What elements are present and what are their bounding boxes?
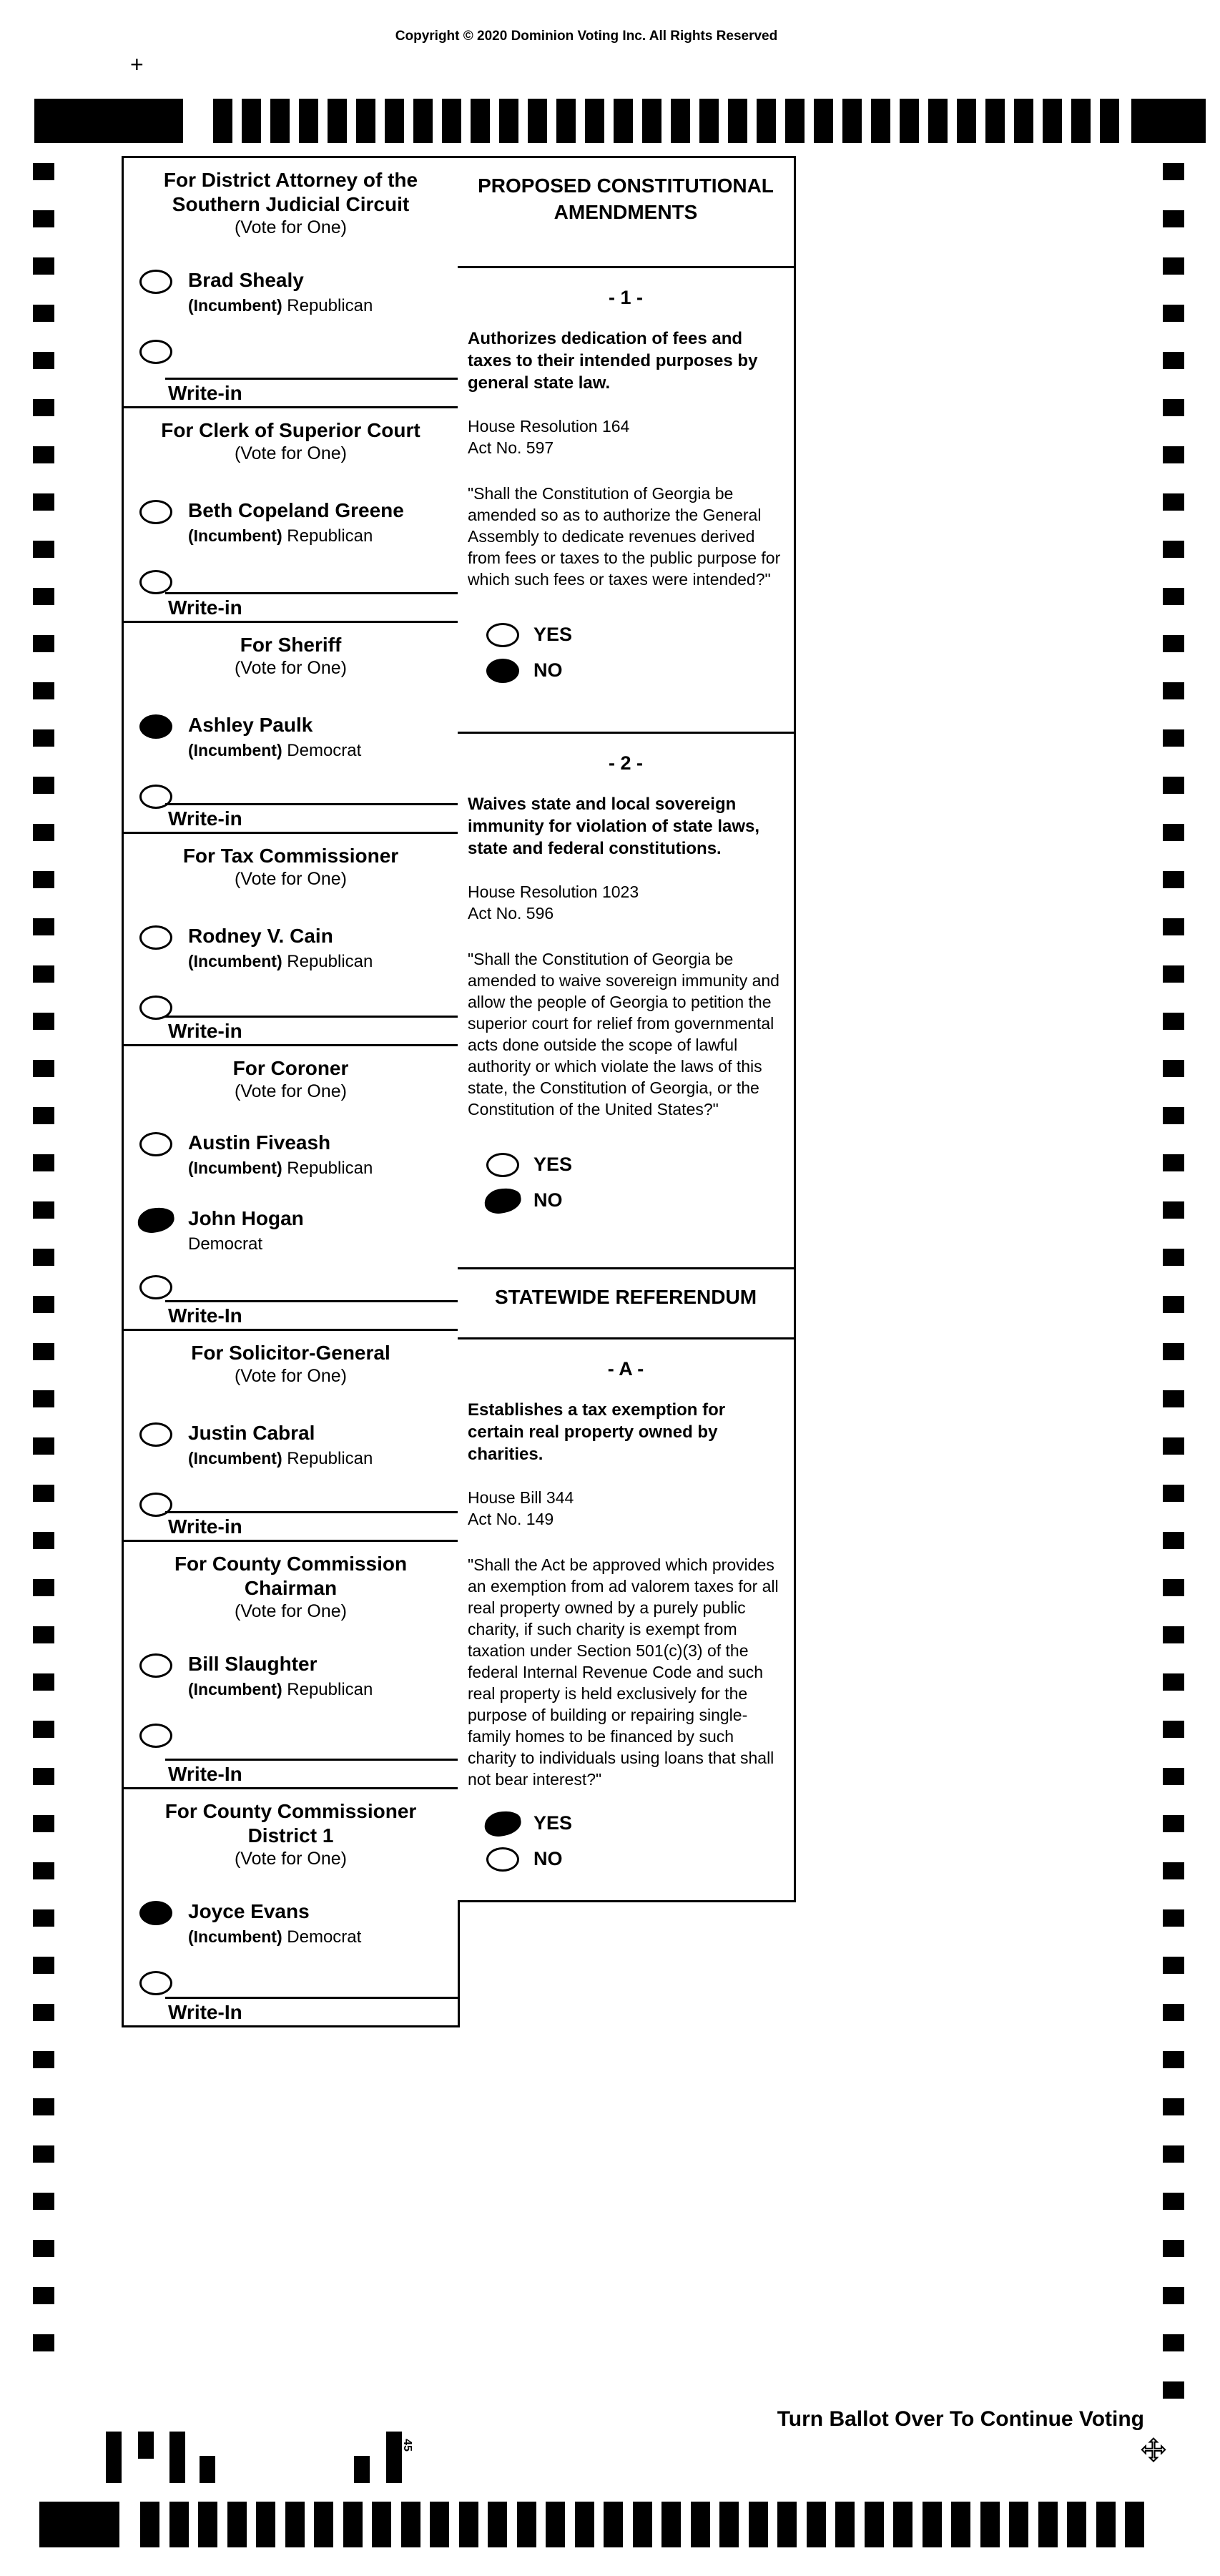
timing-mark bbox=[1163, 1768, 1184, 1785]
timing-mark bbox=[471, 99, 490, 143]
write-in-label: Write-In bbox=[168, 1763, 242, 1785]
timing-mark bbox=[1163, 871, 1184, 888]
timing-mark bbox=[1163, 163, 1184, 180]
timing-mark bbox=[33, 682, 54, 699]
timing-mark bbox=[33, 1485, 54, 1502]
timing-mark bbox=[140, 2502, 159, 2547]
move-arrows-icon bbox=[1140, 2437, 1167, 2468]
contest-district-attorney bbox=[124, 158, 458, 408]
timing-mark bbox=[1163, 352, 1184, 369]
timing-mark bbox=[328, 99, 347, 143]
timing-mark bbox=[517, 2502, 536, 2547]
timing-mark bbox=[528, 99, 547, 143]
timing-mark bbox=[227, 2502, 247, 2547]
yes-label: YES bbox=[533, 1811, 573, 1834]
timing-mark bbox=[1163, 1862, 1184, 1879]
timing-mark bbox=[1163, 682, 1184, 699]
vote-for-instruction: (Vote for One) bbox=[234, 658, 348, 678]
timing-mark bbox=[749, 2502, 768, 2547]
registration-plus-mark: + bbox=[130, 51, 144, 77]
ballot-id-barcode-bar bbox=[386, 2432, 402, 2483]
timing-mark bbox=[757, 99, 776, 143]
timing-mark bbox=[691, 2502, 710, 2547]
measure-question: "Shall the Act be approved which provides an exemption from ad valorem taxes for all real property owned by a purely public charity, if such charity is exempt from taxation under Section 501(c)(3) of the federal Internal Revenue Code and such real property is held exclusively for the purpose of building or repairing single-family homes to be financed by such charity to individuals using loans that shall not bear interest?" bbox=[468, 1555, 779, 1789]
oval-beth-copeland-greene[interactable] bbox=[139, 500, 172, 524]
timing-mark bbox=[401, 2502, 420, 2547]
contest-tax-commissioner bbox=[124, 834, 458, 1046]
ballot-id-barcode-bar bbox=[106, 2432, 122, 2483]
timing-mark bbox=[1163, 729, 1184, 747]
candidate-name: Ashley Paulk bbox=[188, 714, 313, 736]
timing-mark bbox=[1163, 1013, 1184, 1030]
timing-mark bbox=[442, 99, 461, 143]
contest-title: For Coroner bbox=[232, 1057, 349, 1079]
oval-referendum-a-no[interactable] bbox=[486, 1847, 519, 1872]
timing-mark bbox=[1163, 1107, 1184, 1124]
timing-mark bbox=[835, 2502, 855, 2547]
oval-amendment-2-yes[interactable] bbox=[486, 1153, 519, 1177]
write-in-area bbox=[124, 1016, 458, 1043]
timing-mark bbox=[33, 2193, 54, 2210]
ballot-id-barcode-bar bbox=[200, 2456, 215, 2483]
oval-joyce-evans[interactable] bbox=[139, 1901, 172, 1925]
timing-mark bbox=[33, 1532, 54, 1549]
timing-mark bbox=[719, 2502, 739, 2547]
candidate-party: (Incumbent) Democrat bbox=[188, 1927, 362, 1947]
timing-block-top-left bbox=[34, 99, 183, 143]
timing-mark bbox=[198, 2502, 217, 2547]
timing-mark bbox=[814, 99, 833, 143]
contest-solicitor-general bbox=[124, 1331, 458, 1542]
amendment-1 bbox=[458, 268, 794, 734]
timing-mark bbox=[928, 99, 948, 143]
timing-mark bbox=[33, 1909, 54, 1927]
yes-label: YES bbox=[533, 1153, 573, 1175]
measure-question: "Shall the Constitution of Georgia be amended so as to authorize the General Assembly to dedicate revenues derived from fees or taxes to the public purpose for which such fees or taxes were intended?" bbox=[468, 484, 781, 589]
candidate-name: Justin Cabral bbox=[188, 1422, 315, 1444]
referendum-header: STATEWIDE REFERENDUM bbox=[458, 1269, 794, 1339]
oval-write-in-district-1[interactable] bbox=[139, 1971, 172, 1995]
timing-mark bbox=[1163, 1815, 1184, 1832]
oval-john-hogan[interactable] bbox=[136, 1205, 177, 1235]
timing-mark bbox=[33, 2287, 54, 2304]
timing-mark bbox=[1163, 1909, 1184, 1927]
timing-mark bbox=[1163, 210, 1184, 227]
timing-mark bbox=[33, 2004, 54, 2021]
timing-mark bbox=[242, 99, 261, 143]
vote-for-instruction: (Vote for One) bbox=[234, 1081, 348, 1101]
timing-mark bbox=[169, 2502, 189, 2547]
timing-mark bbox=[1071, 99, 1091, 143]
timing-mark bbox=[1163, 1437, 1184, 1455]
timing-mark bbox=[33, 1862, 54, 1879]
measure-choices bbox=[468, 1151, 784, 1213]
candidate-name: Beth Copeland Greene bbox=[188, 499, 404, 521]
timing-mark bbox=[900, 99, 919, 143]
timing-mark bbox=[270, 99, 290, 143]
timing-mark bbox=[430, 2502, 449, 2547]
timing-mark bbox=[546, 2502, 565, 2547]
timing-mark bbox=[33, 2098, 54, 2115]
timing-mark bbox=[1163, 2145, 1184, 2163]
timing-mark bbox=[871, 99, 890, 143]
measure-summary: Establishes a tax exemption for certain real property owned by charities. bbox=[468, 1400, 726, 1464]
measure-number: - 1 - bbox=[608, 287, 643, 308]
timing-mark bbox=[1163, 1579, 1184, 1596]
timing-mark bbox=[777, 2502, 797, 2547]
timing-mark bbox=[1163, 2240, 1184, 2257]
vote-for-instruction: (Vote for One) bbox=[234, 443, 348, 463]
candidate-party: (Incumbent) Republican bbox=[188, 296, 373, 315]
timing-mark bbox=[585, 99, 604, 143]
oval-amendment-2-no[interactable] bbox=[483, 1186, 523, 1216]
timing-mark bbox=[951, 2502, 970, 2547]
timing-mark bbox=[642, 99, 661, 143]
timing-mark bbox=[1163, 1201, 1184, 1219]
candidate-name: Rodney V. Cain bbox=[188, 925, 333, 947]
timing-mark bbox=[33, 1249, 54, 1266]
timing-mark bbox=[33, 257, 54, 275]
timing-mark bbox=[33, 1721, 54, 1738]
contest-title: For Tax Commissioner bbox=[182, 845, 399, 867]
no-label: NO bbox=[533, 1847, 563, 1869]
timing-mark bbox=[1163, 1060, 1184, 1077]
measure-authority: House Resolution 164 Act No. 597 bbox=[468, 417, 630, 457]
timing-mark bbox=[33, 352, 54, 369]
oval-referendum-a-yes[interactable] bbox=[483, 1809, 523, 1839]
timing-mark bbox=[807, 2502, 826, 2547]
timing-mark bbox=[1163, 1626, 1184, 1643]
write-in-label: Write-in bbox=[168, 1020, 242, 1042]
timing-mark bbox=[1043, 99, 1062, 143]
timing-mark bbox=[33, 493, 54, 511]
vote-for-instruction: (Vote for One) bbox=[234, 869, 348, 889]
timing-block-bottom-left bbox=[39, 2502, 119, 2547]
timing-mark bbox=[1163, 2193, 1184, 2210]
timing-mark bbox=[985, 99, 1005, 143]
candidate-party: Democrat bbox=[188, 1234, 263, 1254]
timing-mark bbox=[1067, 2502, 1086, 2547]
oval-ashley-paulk[interactable] bbox=[139, 714, 172, 739]
timing-mark bbox=[893, 2502, 912, 2547]
timing-mark bbox=[299, 99, 318, 143]
timing-mark bbox=[33, 1957, 54, 1974]
oval-bill-slaughter[interactable] bbox=[139, 1653, 172, 1678]
timing-mark bbox=[33, 1060, 54, 1077]
contest-title: For County Commission Chairman bbox=[174, 1553, 408, 1599]
timing-mark bbox=[33, 965, 54, 983]
vote-for-instruction: (Vote for One) bbox=[234, 1366, 348, 1386]
timing-mark bbox=[33, 777, 54, 794]
no-label: NO bbox=[533, 1189, 563, 1211]
timing-mark bbox=[33, 2051, 54, 2068]
timing-mark bbox=[633, 2502, 652, 2547]
timing-mark bbox=[33, 871, 54, 888]
write-in-label: Write-in bbox=[168, 807, 242, 830]
write-in-area bbox=[124, 803, 458, 830]
write-in-area bbox=[124, 1997, 458, 2024]
timing-mark bbox=[459, 2502, 478, 2547]
yes-label: YES bbox=[533, 623, 573, 645]
timing-mark bbox=[1163, 965, 1184, 983]
timing-mark bbox=[488, 2502, 507, 2547]
vote-for-instruction: (Vote for One) bbox=[234, 217, 348, 237]
contest-clerk-superior-court bbox=[124, 408, 458, 623]
measure-number: - A - bbox=[607, 1358, 644, 1380]
timing-mark bbox=[385, 99, 404, 143]
contest-title: For Solicitor-General bbox=[191, 1342, 390, 1364]
vote-for-instruction: (Vote for One) bbox=[234, 1601, 348, 1621]
timing-mark bbox=[1163, 305, 1184, 322]
oval-amendment-1-yes[interactable] bbox=[486, 623, 519, 647]
sheet-code: 45 bbox=[400, 2439, 413, 2452]
timing-mark bbox=[1163, 588, 1184, 605]
oval-austin-fiveash[interactable] bbox=[139, 1132, 172, 1156]
timing-mark bbox=[1163, 1532, 1184, 1549]
timing-mark bbox=[314, 2502, 333, 2547]
timing-mark bbox=[1163, 2287, 1184, 2304]
measure-choices bbox=[468, 1810, 784, 1872]
write-in-label: Write-In bbox=[168, 2001, 242, 2023]
timing-block-top-right bbox=[1131, 99, 1206, 143]
timing-mark bbox=[33, 399, 54, 416]
timing-mark bbox=[1163, 918, 1184, 935]
copyright-text: Copyright © 2020 Dominion Voting Inc. All Rights Reserved bbox=[395, 29, 778, 44]
turn-ballot-over-notice: Turn Ballot Over To Continue Voting bbox=[777, 2407, 1144, 2431]
measure-authority: House Resolution 1023 Act No. 596 bbox=[468, 883, 639, 923]
write-in-area bbox=[124, 1511, 458, 1538]
timing-mark bbox=[1163, 777, 1184, 794]
timing-mark bbox=[1009, 2502, 1028, 2547]
write-in-label: Write-In bbox=[168, 1304, 242, 1327]
timing-mark bbox=[661, 2502, 681, 2547]
write-in-label: Write-in bbox=[168, 382, 242, 404]
timing-mark bbox=[1163, 1673, 1184, 1691]
measure-summary: Waives state and local sovereign immunity for violation of state laws, state and federal constitutions. bbox=[468, 795, 760, 858]
oval-amendment-1-no[interactable] bbox=[486, 659, 519, 683]
timing-mark bbox=[33, 163, 54, 180]
oval-write-in-district-attorney[interactable] bbox=[139, 340, 172, 364]
timing-mark bbox=[33, 1815, 54, 1832]
timing-mark bbox=[33, 1296, 54, 1313]
timing-mark bbox=[1163, 399, 1184, 416]
timing-mark bbox=[923, 2502, 942, 2547]
timing-mark bbox=[728, 99, 747, 143]
timing-mark bbox=[413, 99, 433, 143]
timing-mark bbox=[1163, 257, 1184, 275]
timing-mark bbox=[33, 1154, 54, 1171]
timing-mark bbox=[1163, 446, 1184, 463]
timing-mark bbox=[33, 1579, 54, 1596]
write-in-area bbox=[124, 1759, 458, 1786]
write-in-area bbox=[124, 378, 458, 405]
timing-mark bbox=[1125, 2502, 1144, 2547]
candidate-name: Joyce Evans bbox=[188, 1900, 310, 1922]
candidate-party: (Incumbent) Republican bbox=[188, 1680, 373, 1699]
amendments-header: PROPOSED CONSTITUTIONAL AMENDMENTS bbox=[458, 158, 794, 268]
timing-mark bbox=[865, 2502, 884, 2547]
measures-column bbox=[458, 156, 796, 1902]
timing-mark bbox=[33, 210, 54, 227]
write-in-label: Write-in bbox=[168, 1515, 242, 1538]
timing-mark bbox=[372, 2502, 391, 2547]
oval-write-in-coroner[interactable] bbox=[139, 1275, 172, 1299]
candidate-party: (Incumbent) Republican bbox=[188, 1449, 373, 1468]
timing-mark bbox=[1163, 1343, 1184, 1360]
amendment-2 bbox=[458, 734, 794, 1269]
timing-mark bbox=[33, 446, 54, 463]
timing-mark bbox=[1163, 2381, 1184, 2399]
contest-title: For Sheriff bbox=[240, 634, 342, 656]
timing-mark bbox=[33, 1201, 54, 1219]
timing-mark bbox=[1163, 1296, 1184, 1313]
measure-summary: Authorizes dedication of fees and taxes to their intended purposes by general state law. bbox=[468, 329, 758, 393]
timing-mark bbox=[33, 1626, 54, 1643]
timing-mark bbox=[1163, 541, 1184, 558]
timing-mark bbox=[604, 2502, 623, 2547]
no-label: NO bbox=[533, 659, 563, 681]
timing-mark bbox=[33, 588, 54, 605]
timing-mark bbox=[33, 305, 54, 322]
candidate-name: Bill Slaughter bbox=[188, 1653, 318, 1675]
ballot-id-barcode-bar bbox=[354, 2456, 370, 2483]
oval-write-in-chairman[interactable] bbox=[139, 1724, 172, 1748]
timing-mark bbox=[1163, 1957, 1184, 1974]
timing-mark bbox=[1163, 635, 1184, 652]
timing-mark bbox=[33, 1768, 54, 1785]
contest-title: For County Commissioner District 1 bbox=[164, 1800, 417, 1847]
timing-mark bbox=[1163, 2334, 1184, 2351]
ballot-id-barcode-bar bbox=[169, 2432, 185, 2483]
contest-coroner bbox=[124, 1046, 458, 1331]
ballot-id-barcode-bar bbox=[138, 2432, 154, 2459]
timing-mark bbox=[980, 2502, 1000, 2547]
timing-mark bbox=[33, 1343, 54, 1360]
contest-title: For District Attorney of the Southern Judicial Circuit bbox=[163, 169, 418, 215]
timing-mark bbox=[957, 99, 976, 143]
timing-mark bbox=[671, 99, 690, 143]
measure-number: - 2 - bbox=[608, 752, 643, 774]
timing-mark bbox=[1096, 2502, 1116, 2547]
contest-title: For Clerk of Superior Court bbox=[161, 419, 420, 441]
timing-mark bbox=[33, 729, 54, 747]
candidate-party: (Incumbent) Republican bbox=[188, 952, 373, 971]
candidate-party: (Incumbent) Democrat bbox=[188, 741, 362, 760]
candidate-party: (Incumbent) Republican bbox=[188, 1159, 373, 1178]
candidate-party: (Incumbent) Republican bbox=[188, 526, 373, 546]
timing-mark bbox=[33, 2334, 54, 2351]
timing-mark bbox=[343, 2502, 363, 2547]
timing-mark bbox=[256, 2502, 275, 2547]
timing-mark bbox=[1163, 1249, 1184, 1266]
timing-mark bbox=[1038, 2502, 1058, 2547]
timing-mark bbox=[1163, 824, 1184, 841]
referendum-a bbox=[458, 1339, 794, 1900]
timing-mark bbox=[1163, 493, 1184, 511]
oval-write-in-clerk[interactable] bbox=[139, 570, 172, 594]
timing-mark bbox=[33, 824, 54, 841]
timing-mark bbox=[699, 99, 719, 143]
measure-choices bbox=[468, 621, 784, 683]
timing-mark bbox=[33, 1673, 54, 1691]
candidate-name: John Hogan bbox=[188, 1207, 304, 1229]
timing-mark bbox=[575, 2502, 594, 2547]
timing-mark bbox=[33, 918, 54, 935]
timing-mark bbox=[33, 1437, 54, 1455]
timing-mark bbox=[1163, 2004, 1184, 2021]
contest-sheriff bbox=[124, 623, 458, 834]
vote-for-instruction: (Vote for One) bbox=[234, 1849, 348, 1869]
timing-mark bbox=[1014, 99, 1033, 143]
timing-mark bbox=[1163, 1485, 1184, 1502]
timing-mark bbox=[33, 1390, 54, 1407]
contest-county-commission-chairman bbox=[124, 1542, 458, 1789]
oval-brad-shealy[interactable] bbox=[139, 270, 172, 294]
timing-mark bbox=[499, 99, 518, 143]
timing-mark bbox=[556, 99, 576, 143]
timing-mark bbox=[33, 635, 54, 652]
timing-mark bbox=[356, 99, 375, 143]
timing-mark bbox=[1163, 2051, 1184, 2068]
timing-mark bbox=[213, 99, 232, 143]
write-in-area bbox=[124, 592, 458, 619]
timing-mark bbox=[1163, 1154, 1184, 1171]
candidate-name: Austin Fiveash bbox=[188, 1131, 331, 1154]
timing-mark bbox=[1163, 1390, 1184, 1407]
timing-mark bbox=[785, 99, 805, 143]
timing-mark bbox=[1100, 99, 1119, 143]
measure-question: "Shall the Constitution of Georgia be amended to waive sovereign immunity and allow the people of Georgia to petition the superior court for relief from governmental acts done outside the scope of lawful authority or which violate the laws of this state, the Constitution of Georgia, or the Constitution of the United States?" bbox=[468, 950, 779, 1119]
timing-mark bbox=[33, 541, 54, 558]
timing-mark bbox=[614, 99, 633, 143]
timing-mark bbox=[33, 2240, 54, 2257]
timing-mark bbox=[1163, 1721, 1184, 1738]
timing-mark bbox=[33, 2145, 54, 2163]
timing-mark bbox=[33, 1107, 54, 1124]
contest-county-commissioner-district-1 bbox=[124, 1789, 458, 2025]
oval-rodney-cain[interactable] bbox=[139, 925, 172, 950]
candidate-name: Brad Shealy bbox=[188, 269, 304, 291]
contests-column bbox=[122, 156, 460, 2027]
measure-authority: House Bill 344 Act No. 149 bbox=[468, 1488, 574, 1528]
timing-mark bbox=[842, 99, 862, 143]
timing-mark bbox=[33, 1013, 54, 1030]
timing-mark bbox=[285, 2502, 305, 2547]
timing-mark bbox=[1163, 2098, 1184, 2115]
write-in-label: Write-in bbox=[168, 596, 242, 619]
write-in-area bbox=[124, 1300, 458, 1327]
oval-justin-cabral[interactable] bbox=[139, 1422, 172, 1447]
